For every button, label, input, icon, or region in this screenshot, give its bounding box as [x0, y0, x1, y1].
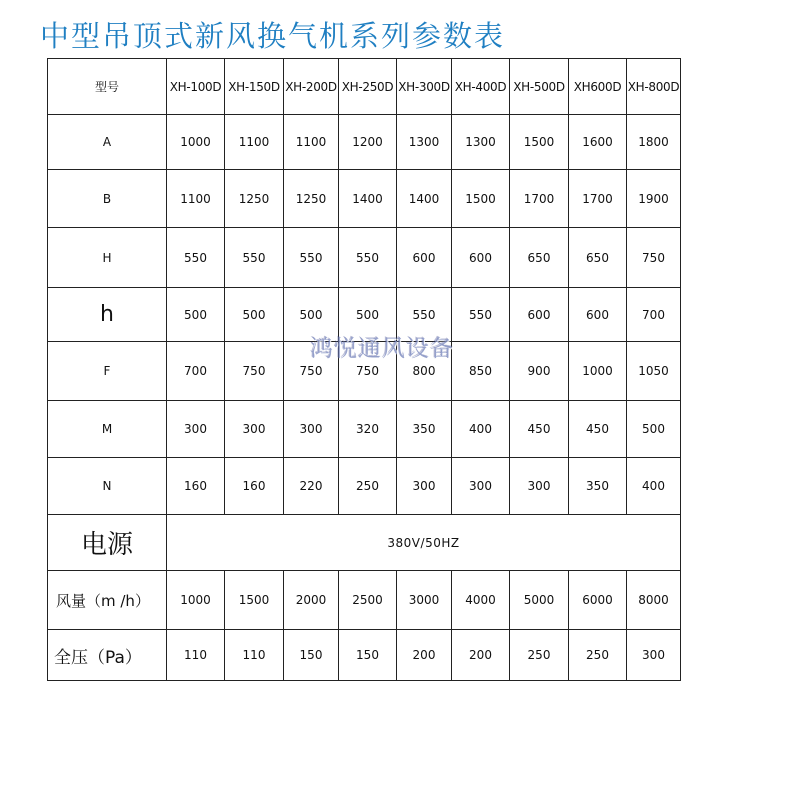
model-cell: XH600D — [569, 59, 627, 115]
value-cell: 200 — [397, 630, 452, 681]
value-cell: 320 — [339, 401, 397, 458]
value-cell: 8000 — [627, 571, 681, 630]
model-cell: XH-500D — [510, 59, 569, 115]
value-cell: 750 — [627, 228, 681, 288]
model-header-label: 型号 — [48, 59, 167, 115]
value-cell: 550 — [284, 228, 339, 288]
model-cell: XH-300D — [397, 59, 452, 115]
airflow-row — [48, 571, 681, 630]
power-row — [48, 515, 681, 571]
value-cell: 1700 — [510, 170, 569, 228]
value-cell: 1400 — [339, 170, 397, 228]
value-cell: 400 — [627, 458, 681, 515]
dimension-row-m — [48, 401, 681, 458]
value-cell: 650 — [510, 228, 569, 288]
value-cell: 700 — [627, 288, 681, 342]
row-label-a: A — [48, 115, 167, 170]
value-cell: 550 — [397, 288, 452, 342]
value-cell: 850 — [452, 342, 510, 401]
value-cell: 6000 — [569, 571, 627, 630]
value-cell: 400 — [452, 401, 510, 458]
value-cell: 750 — [284, 342, 339, 401]
model-cell: XH-800D — [627, 59, 681, 115]
page-title: 中型吊顶式新风换气机系列参数表 — [40, 19, 506, 53]
value-cell: 1250 — [284, 170, 339, 228]
value-cell: 550 — [339, 228, 397, 288]
value-cell: 450 — [510, 401, 569, 458]
value-cell: 300 — [225, 401, 284, 458]
dimension-row-f — [48, 342, 681, 401]
spec-table-body — [48, 59, 681, 681]
spec-table — [47, 58, 681, 681]
value-cell: 600 — [452, 228, 510, 288]
value-cell: 1600 — [569, 115, 627, 170]
value-cell: 1700 — [569, 170, 627, 228]
row-label-h-lower: h — [48, 288, 167, 342]
value-cell: 350 — [569, 458, 627, 515]
value-cell: 1000 — [167, 115, 225, 170]
value-cell: 1000 — [167, 571, 225, 630]
value-cell: 650 — [569, 228, 627, 288]
value-cell: 250 — [569, 630, 627, 681]
value-cell: 750 — [225, 342, 284, 401]
model-cell: XH-150D — [225, 59, 284, 115]
value-cell: 1500 — [452, 170, 510, 228]
value-cell: 1100 — [225, 115, 284, 170]
value-cell: 300 — [167, 401, 225, 458]
value-cell: 600 — [510, 288, 569, 342]
value-cell: 1100 — [284, 115, 339, 170]
value-cell: 900 — [510, 342, 569, 401]
value-cell: 1100 — [167, 170, 225, 228]
value-cell: 500 — [339, 288, 397, 342]
dimension-row-a — [48, 115, 681, 170]
value-cell: 2000 — [284, 571, 339, 630]
value-cell: 3000 — [397, 571, 452, 630]
value-cell: 700 — [167, 342, 225, 401]
value-cell: 550 — [225, 228, 284, 288]
power-label: 电源 — [48, 515, 167, 571]
value-cell: 500 — [167, 288, 225, 342]
pressure-label: 全压（Pa） — [48, 630, 167, 681]
value-cell: 300 — [627, 630, 681, 681]
row-label-h-upper: H — [48, 228, 167, 288]
value-cell: 110 — [225, 630, 284, 681]
value-cell: 300 — [284, 401, 339, 458]
value-cell: 1300 — [397, 115, 452, 170]
value-cell: 1000 — [569, 342, 627, 401]
value-cell: 4000 — [452, 571, 510, 630]
value-cell: 1500 — [510, 115, 569, 170]
value-cell: 1500 — [225, 571, 284, 630]
value-cell: 300 — [510, 458, 569, 515]
value-cell: 550 — [452, 288, 510, 342]
value-cell: 150 — [339, 630, 397, 681]
value-cell: 250 — [339, 458, 397, 515]
dimension-row-n — [48, 458, 681, 515]
value-cell: 450 — [569, 401, 627, 458]
value-cell: 600 — [569, 288, 627, 342]
value-cell: 1400 — [397, 170, 452, 228]
model-cell: XH-400D — [452, 59, 510, 115]
value-cell: 550 — [167, 228, 225, 288]
model-header-row — [48, 59, 681, 115]
row-label-m: M — [48, 401, 167, 458]
row-label-b: B — [48, 170, 167, 228]
value-cell: 1800 — [627, 115, 681, 170]
value-cell: 500 — [627, 401, 681, 458]
dimension-row-b — [48, 170, 681, 228]
value-cell: 300 — [452, 458, 510, 515]
value-cell: 200 — [452, 630, 510, 681]
value-cell: 500 — [284, 288, 339, 342]
row-label-f: F — [48, 342, 167, 401]
value-cell: 110 — [167, 630, 225, 681]
value-cell: 800 — [397, 342, 452, 401]
value-cell: 160 — [167, 458, 225, 515]
value-cell: 350 — [397, 401, 452, 458]
dimension-row-h-upper — [48, 228, 681, 288]
value-cell: 160 — [225, 458, 284, 515]
value-cell: 600 — [397, 228, 452, 288]
value-cell: 2500 — [339, 571, 397, 630]
value-cell: 1250 — [225, 170, 284, 228]
airflow-label: 风量（m /h） — [48, 571, 167, 630]
value-cell: 1200 — [339, 115, 397, 170]
value-cell: 750 — [339, 342, 397, 401]
value-cell: 250 — [510, 630, 569, 681]
power-value: 380V/50HZ — [167, 515, 681, 571]
value-cell: 300 — [397, 458, 452, 515]
model-cell: XH-250D — [339, 59, 397, 115]
value-cell: 150 — [284, 630, 339, 681]
value-cell: 1900 — [627, 170, 681, 228]
model-cell: XH-100D — [167, 59, 225, 115]
value-cell: 5000 — [510, 571, 569, 630]
value-cell: 1050 — [627, 342, 681, 401]
value-cell: 1300 — [452, 115, 510, 170]
dimension-row-h-lower — [48, 288, 681, 342]
model-cell: XH-200D — [284, 59, 339, 115]
value-cell: 500 — [225, 288, 284, 342]
row-label-n: N — [48, 458, 167, 515]
value-cell: 220 — [284, 458, 339, 515]
watermark: 鸿悦通风设备 — [310, 336, 454, 362]
pressure-row — [48, 630, 681, 681]
